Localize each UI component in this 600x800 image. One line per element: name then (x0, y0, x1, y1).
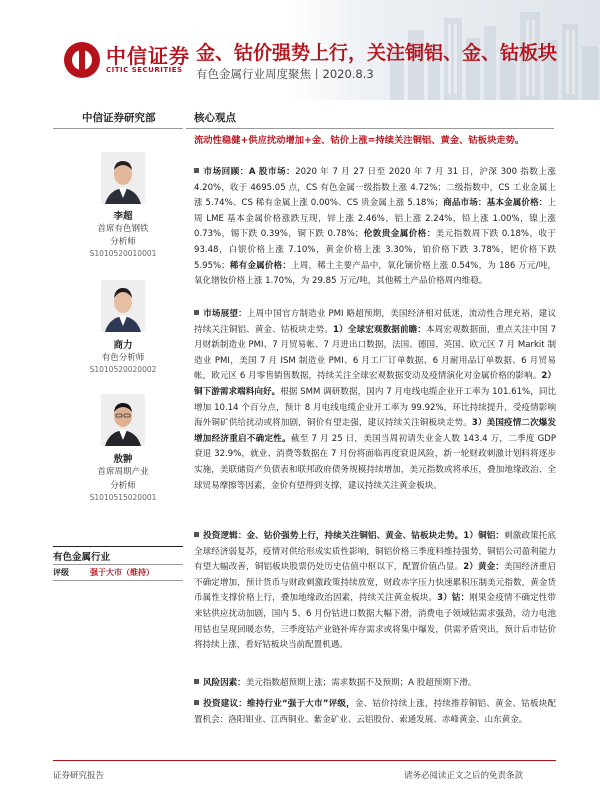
label: 3）美国疫情二次爆发增加经济重启不确定性。 (194, 418, 556, 444)
label: 商品市场： (443, 198, 487, 209)
divider (53, 546, 183, 547)
label: 市场回顾： (203, 167, 249, 177)
text: 根据 SMM 调研数据，国内 7 月电线电缆企业开工率为 101.61%，同比增加 10.14 个百分点，预计 8 月电线电缆企业开工率为 99.92%，环比持续提升，受疫情影响海外铜矿供给扰动或将加剧，铜价有望走强，建议持续关注铜板块走势。 (194, 386, 556, 429)
text: 2020 年 7 月 27 日至 2020 年 7 月 31 日，沪深 300 指数上涨 4.20%，收于 4695.05 点，CS 有色金属一级指数上涨 4.72%；二级指数中，CS 工业金属上涨 5.74%、CS 稀有金属上涨 0.00%、CS 贵金属上涨 5.18%； (194, 167, 556, 209)
label: 1）全球宏观数据前瞻： (333, 324, 427, 335)
analyst-name: 李超 (113, 211, 133, 222)
text: 刚果金疫情不确定性带来钴供应扰动加剧，国内 5、6 月份钴进口数据大幅下滑，消费电子领域钴需求强劲，动力电池用钴也呈现回暖态势，三季度钴产业链补库存需求或将集中爆发，供需矛盾突出，预计后市钴价将持续上涨，看好钴板块当前配置机遇。 (194, 593, 557, 651)
label: 市场展望： (203, 309, 247, 319)
label: A 股市场： (248, 167, 296, 177)
research-dept-label: 中信证券研究部 (82, 112, 156, 124)
footer-disclaimer: 请务必阅读正文之后的免责条款 (404, 771, 524, 781)
text: 美元指数周下跌 0.18%，收于 93.48，白银价格上涨 7.10%，黄金价格上涨 3.30%，铂价格下跌 3.78%，钯价格下跌 5.95%； (194, 229, 557, 271)
company-name-en: CITIC SECURITIES (106, 66, 183, 74)
analyst-title: 首席有色钢铁 (97, 224, 149, 234)
text: 上周，稀土主要产品中，氧化镝价格上涨 0.54%，为 186 万元/吨，氧化镨钕价格上涨 1.70%，为 29.85 万元/吨，其他稀土产品价格周内维稳。 (194, 260, 557, 287)
divider (53, 128, 183, 129)
label: 基本金属价格： (486, 198, 548, 209)
bullet-icon (194, 168, 199, 173)
analyst-avatar (101, 152, 145, 204)
label: 伦敦贵金属价格： (363, 229, 436, 240)
bullet-icon (194, 310, 199, 315)
footer-report-type: 证券研究报告 (53, 771, 105, 781)
company-name-cn: 中信证券 (106, 44, 190, 68)
report-header (0, 0, 600, 100)
bullet-icon (194, 532, 199, 537)
label: 2）铜下游需求端料向好。 (194, 371, 556, 397)
text: 刺激政策托底全球经济弱复苏，疫情对供给形成实质性影响，铜铝价格三季度料维持强势，铜铝公司盈利能力有望大幅改善，铜铝板块股票仍处历史估值中枢以下，配置价值凸显。 (194, 531, 557, 573)
text: 美国经济重启不确定增加，预计货币与财政刺激政策持续放宽，财政赤字压力快速累积压制美元指数，黄金货币属性支撑价格上行，叠加地缘政治因素，持续关注黄金板块。 (194, 562, 557, 604)
label: 投资建议：维持行业“强于大市”评级， (203, 699, 355, 709)
bullet-icon (194, 679, 199, 684)
rating-value: 强于大市（维持） (90, 568, 154, 577)
rating-label: 评级 (53, 568, 69, 577)
text: 美元指数超预期上涨；需求数据不及预期；A 股超预期下滑。 (245, 678, 477, 688)
analyst-license-id: S1010515020001 (89, 493, 157, 502)
market-outlook-paragraph (194, 307, 556, 494)
label: 稀有金属价格： (229, 260, 292, 271)
analyst-title: 分析师 (110, 237, 136, 247)
risk-factors-paragraph (194, 676, 556, 692)
citic-logo-icon (64, 42, 100, 78)
divider (53, 564, 183, 565)
investment-advice-paragraph (194, 697, 556, 728)
analyst-title: 首席周期产业 (97, 467, 149, 477)
analyst-license-id: S1010520020002 (89, 365, 157, 374)
industry-name: 有色金属行业 (53, 552, 111, 563)
divider (186, 128, 554, 129)
analyst-license-id: S1010520010001 (89, 249, 157, 258)
analyst-name: 敖翀 (113, 454, 133, 465)
analyst-title: 分析师 (110, 481, 136, 491)
footer-divider (53, 760, 556, 761)
report-title: 金、钴价强势上行，关注铜铝、金、钴板块 (196, 42, 558, 64)
text: 截至 7 月 25 日，美国当周初请失业金人数 143.4 万，二季度 GDP 衰退 32.9%，就业、消费等数据在 7 月份将面临再度衰退风险，新一轮财政刺激计划料将逐步实施，美联储资产负债表和联邦政府债务规模持续增加，美元指数或将承压，叠加地缘政治、全球贸易摩擦等因素，金价有望得到支撑，建议持续关注黄金板块。 (194, 433, 556, 491)
analyst-avatar (101, 394, 145, 446)
key-headline: 流动性稳健+供应扰动增加+金、钴价上涨=持续关注铜铝、黄金、钴板块走势。 (194, 135, 525, 146)
label: 投资逻辑：金、钴价强势上行，持续关注铜铝、黄金、钴板块走势。 (203, 531, 464, 541)
label: 1）铜铝： (463, 531, 505, 541)
text: 上周中国官方制造业 PMI 略超预期，美国经济相对低迷，流动性合理充裕，建议持续关注铜铝、黄金、钴板块走势。 (194, 309, 557, 335)
market-review-paragraph (194, 165, 556, 290)
analyst-title: 有色分析师 (101, 353, 145, 363)
analyst-avatar (101, 280, 145, 332)
label: 风险因素： (203, 678, 246, 688)
investment-logic-paragraph (194, 529, 556, 654)
divider (53, 580, 183, 581)
analyst-name: 商力 (113, 340, 133, 351)
label: 2）黄金： (463, 562, 505, 573)
text: 本周宏观数据面，重点关注中国 7 月财新制造业 PMI、7 月贸易帐、7 月进出口数据，法国、德国、英国、欧元区 7 月 Markit 制造业 PMI，美国 7 月 ISM 制造业 PMI、6 月工厂订单数据、6 月耐用品订单数据、6 月贸易帐，欧元区 6 月零售销售数据，持续关注全球宏观数据变动及疫情演化对金属价格的影响。 (194, 324, 557, 382)
report-subtitle: 有色金属行业周度聚焦丨2020.8.3 (196, 67, 374, 81)
text: 金、钴价持续上涨，持续推荐铜铝、黄金、钴板块配置机会：洛阳钼业、江西铜业、紫金矿业、云铝股份、索通发展、赤峰黄金、山东黄金。 (194, 699, 557, 725)
section-title: 核心观点 (194, 112, 236, 124)
label: 3）钴： (437, 593, 470, 604)
bullet-icon (194, 700, 199, 705)
text: 上周 LME 基本金属价格涨跌互现，锌上涨 2.46%，铝上涨 2.24%，铅上涨 1.00%，镍上涨 0.73%，锡下跌 0.39%，铜下跌 0.78%； (194, 198, 557, 240)
